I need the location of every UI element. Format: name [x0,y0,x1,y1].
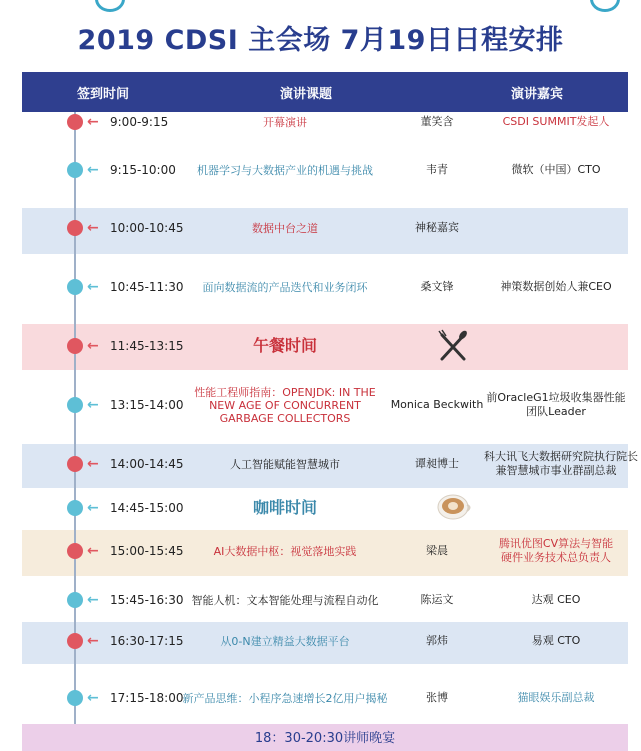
session-time: 10:45-11:30 [110,280,184,294]
session-topic: 从0-N建立精益大数据平台 [220,634,350,648]
session-guest: 前OracleG1垃圾收集器性能 团队Leader [486,391,626,418]
session-speaker: 谭昶博士 [415,457,459,470]
session-time: 9:00-9:15 [110,115,169,129]
timeline-dot [67,162,83,178]
coffee-cup-icon [436,493,472,527]
session-time: 11:45-13:15 [110,339,184,353]
session-speaker: 郭炜 [426,634,448,647]
arrow-left-icon: ← [87,162,99,178]
timeline-dot [67,690,83,706]
session-topic: 新产品思维：小程序急速增长2亿用户揭秘 [182,691,388,705]
session-topic: 咖啡时间 [252,498,317,517]
session-speaker: 董笑含 [420,115,454,128]
session-time: 15:00-15:45 [110,544,184,558]
session-speaker: 韦青 [426,163,448,176]
session-speaker: 张博 [426,691,448,704]
session-guest: 科大讯飞大数据研究院执行院长 兼智慧城市事业群副总裁 [484,450,638,477]
arrow-left-icon: ← [87,279,99,295]
timeline-dot [67,500,83,516]
session-topic: 午餐时间 [252,336,317,355]
timeline-dot [67,114,83,130]
session-time: 10:00-10:45 [110,221,184,235]
session-guest: 易观 CTO [531,634,581,647]
session-topic: AI大数据中枢：视觉落地实践 [213,544,357,558]
timeline-dot [67,279,83,295]
page-title: 2019 CDSI 主会场 7月19日日程安排 [77,25,564,56]
session-topic: 开幕演讲 [263,115,307,129]
session-topic: 数据中台之道 [252,221,318,235]
fork-knife-icon [436,329,470,367]
arrow-left-icon: ← [87,114,99,130]
arrow-left-icon: ← [87,592,99,608]
arrow-left-icon: ← [87,690,99,706]
arrow-left-icon: ← [87,543,99,559]
session-time: 14:00-14:45 [110,457,184,471]
session-speaker: 梁晨 [426,544,448,557]
session-topic: 智能人机：文本智能处理与流程自动化 [191,593,379,607]
session-topic: 面向数据流的产品迭代和业务闭环 [202,280,368,294]
arrow-left-icon: ← [87,633,99,649]
top-decoration-circle [590,0,620,12]
session-speaker: 陈运文 [420,593,454,606]
session-guest: 腾讯优图CV算法与智能 硬件业务技术总负责人 [498,537,614,564]
arrow-left-icon: ← [87,338,99,354]
session-time: 15:45-16:30 [110,593,184,607]
timeline-dot [67,338,83,354]
arrow-left-icon: ← [87,456,99,472]
session-time: 9:15-10:00 [110,163,176,177]
session-guest: 猫眼娱乐副总裁 [517,691,595,704]
session-guest: 微软（中国）CTO [511,163,601,176]
session-guest: 达观 CEO [531,593,581,606]
arrow-left-icon: ← [87,220,99,236]
session-time: 13:15-14:00 [110,398,184,412]
timeline-dot [67,543,83,559]
session-topic: 性能工程师指南：OPENJDK: IN THE NEW AGE OF CONCURRENT GARBAGE COLLECTORS [194,385,376,425]
session-time: 16:30-17:15 [110,634,184,648]
timeline-dot [67,592,83,608]
top-decoration-circle [95,0,125,12]
table-header [22,72,628,112]
arrow-left-icon: ← [87,397,99,413]
session-guest: 神策数据创始人兼CEO [500,280,612,293]
dinner-text: 18：30-20:30讲师晚宴 [254,731,396,746]
timeline-dot [67,456,83,472]
session-speaker: 桑文锋 [420,280,454,293]
session-topic: 人工智能赋能智慧城市 [230,457,340,471]
session-guest: CSDI SUMMIT发起人 [502,115,610,128]
timeline-dot [67,633,83,649]
header-topic: 演讲课题 [280,87,333,102]
session-time: 14:45-15:00 [110,501,184,515]
arrow-left-icon: ← [87,500,99,516]
header-time: 签到时间 [77,87,130,102]
session-speaker: 神秘嘉宾 [415,221,459,234]
session-speaker: Monica Beckwith [390,398,484,411]
session-topic: 机器学习与大数据产业的机遇与挑战 [197,163,373,177]
timeline-dot [67,220,83,236]
session-time: 17:15-18:00 [110,691,184,705]
header-guest: 演讲嘉宾 [511,87,564,102]
timeline-dot [67,397,83,413]
